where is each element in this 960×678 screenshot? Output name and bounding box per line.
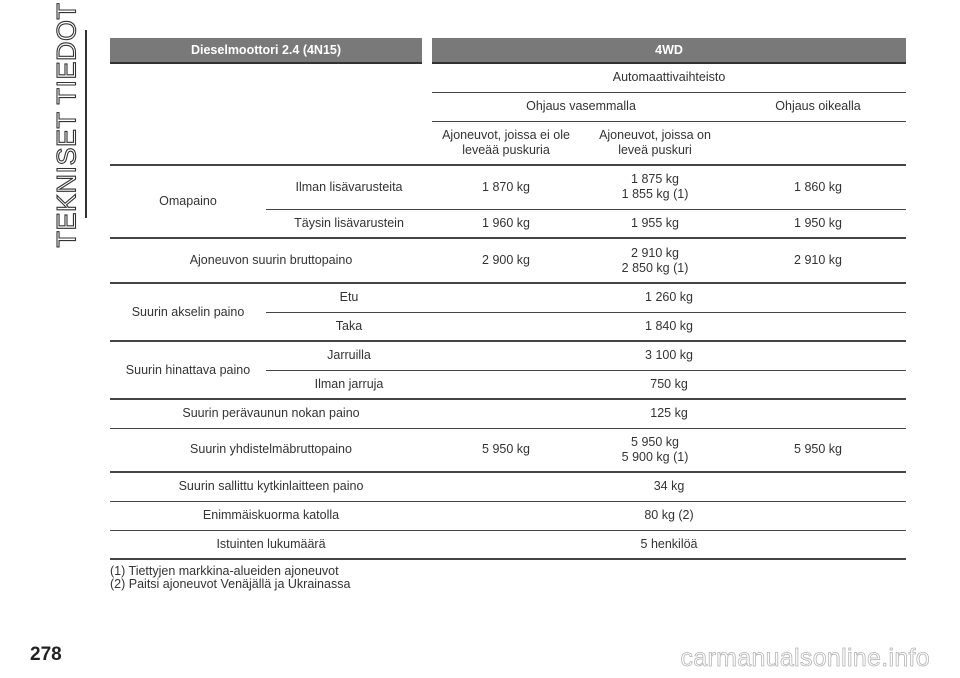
engine-header: Dieselmoottori 2.4 (4N15) [110, 38, 422, 63]
value-cell: 1 840 kg [432, 312, 906, 341]
table-row [110, 238, 906, 283]
value-line: 5 950 kg [631, 434, 679, 449]
value-line: 5 900 kg (1) [621, 449, 689, 464]
section-title-text: TEKNISET TIEDOT [51, 2, 82, 248]
value-cell: 1 950 kg [730, 209, 906, 238]
value-cell: 5 950 kg [432, 428, 580, 472]
table-row [110, 165, 906, 209]
row-label-trailer-nose: Suurin perävaunun nokan paino [110, 399, 432, 428]
value-cell-double [580, 165, 730, 209]
row-label-roof: Enimmäiskuorma katolla [110, 501, 432, 530]
row-label-omapaino: Omapaino [110, 165, 266, 238]
bumper-wide-cell: Ajoneuvot, joissa on leveä puskuri [580, 121, 730, 165]
row-label-coupling: Suurin sallittu kytkinlaitteen paino [110, 472, 432, 501]
table-row [110, 428, 906, 472]
technical-data-table [110, 38, 906, 560]
value-line: 1 875 kg [631, 172, 679, 187]
value-cell: 5 950 kg [730, 428, 906, 472]
table-header-row [110, 38, 906, 63]
value-cell: 1 960 kg [432, 209, 580, 238]
value-cell: 2 910 kg [730, 238, 906, 283]
section-title-vertical [51, 2, 82, 248]
bumper-narrow-cell: Ajoneuvot, joissa ei ole leveää puskuria [432, 121, 580, 165]
value-cell: 1 870 kg [432, 165, 580, 209]
sub-label-rear: Taka [266, 312, 432, 341]
table-row [110, 341, 906, 370]
footnote-1: (1) Tiettyjen markkina-alueiden ajoneuvot [110, 564, 339, 578]
sub-label-full-options: Täysin lisävarustein [266, 209, 432, 238]
value-cell-double [580, 428, 730, 472]
sub-label-braked: Jarruilla [266, 341, 432, 370]
row-label-towing: Suurin hinattava paino [110, 341, 266, 399]
steering-left-cell: Ohjaus vasemmalla [432, 92, 730, 121]
table-row [110, 472, 906, 501]
drive-header: 4WD [432, 38, 906, 63]
table-row [110, 501, 906, 530]
empty-cell [110, 63, 432, 165]
table-row [110, 530, 906, 559]
table-row [110, 63, 906, 92]
value-cell: 3 100 kg [432, 341, 906, 370]
footnote-2: (2) Paitsi ajoneuvot Venäjällä ja Ukrainassa [110, 577, 351, 591]
value-cell-double [580, 238, 730, 283]
table-row [110, 283, 906, 312]
watermark: carmanualsonline.info [680, 644, 930, 672]
value-cell: 80 kg (2) [432, 501, 906, 530]
footnotes [110, 565, 350, 591]
value-cell: 750 kg [432, 370, 906, 399]
value-line: 2 850 kg (1) [621, 260, 689, 275]
value-cell: 1 860 kg [730, 165, 906, 209]
row-label-gross-weight: Ajoneuvon suurin bruttopaino [110, 238, 432, 283]
value-cell: 34 kg [432, 472, 906, 501]
value-cell: 1 260 kg [432, 283, 906, 312]
value-cell: 2 900 kg [432, 238, 580, 283]
header-gap [422, 38, 432, 63]
sub-label-front: Etu [266, 283, 432, 312]
empty-cell [730, 121, 906, 165]
value-line: 1 855 kg (1) [621, 187, 689, 202]
value-line: 2 910 kg [631, 245, 679, 260]
section-title-rule [85, 30, 87, 218]
row-label-seats: Istuinten lukumäärä [110, 530, 432, 559]
sub-label-without-options: Ilman lisävarusteita [266, 165, 432, 209]
value-cell: 1 955 kg [580, 209, 730, 238]
transmission-cell: Automaattivaihteisto [612, 70, 726, 85]
sub-label-unbraked: Ilman jarruja [266, 370, 432, 399]
row-label-combined: Suurin yhdistelmäbruttopaino [110, 428, 432, 472]
row-label-axle: Suurin akselin paino [110, 283, 266, 341]
value-cell: 5 henkilöä [432, 530, 906, 559]
table-row [110, 399, 906, 428]
steering-right-cell: Ohjaus oikealla [730, 92, 906, 121]
page-number: 278 [30, 644, 62, 665]
value-cell: 125 kg [432, 399, 906, 428]
